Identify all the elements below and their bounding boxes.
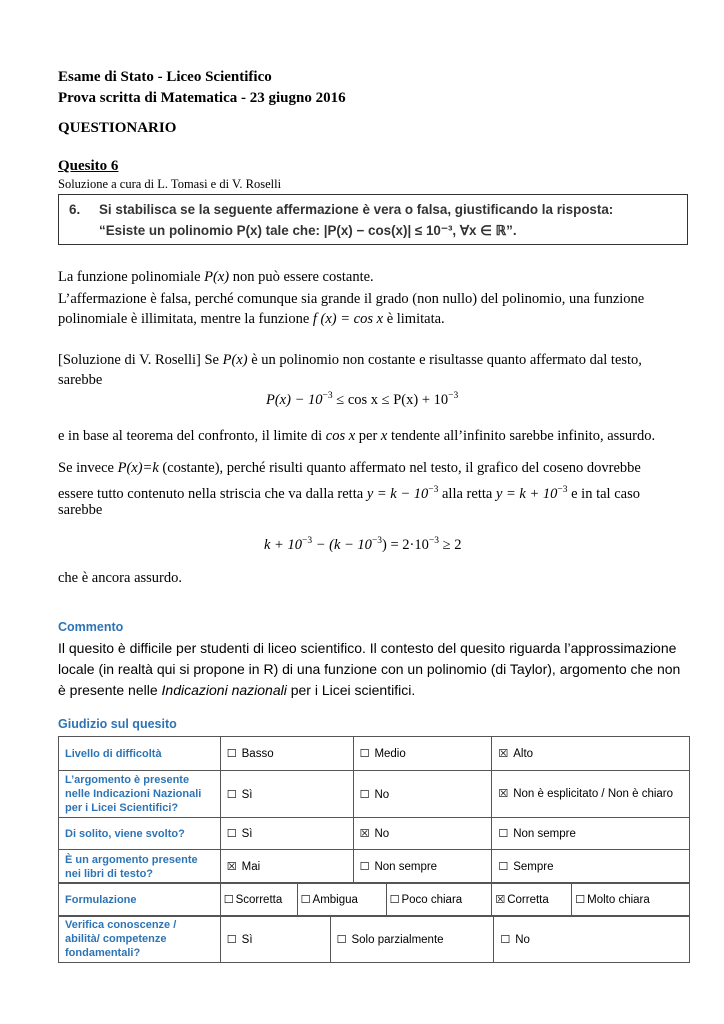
quesito-number: 6. [69, 202, 81, 217]
option-cell[interactable]: ☐ Sì [220, 771, 353, 818]
checkbox-icon[interactable]: ☐ [359, 860, 370, 873]
table-row [59, 850, 690, 884]
row-label: Formulazione [59, 883, 221, 917]
checkbox-icon[interactable]: ☐ [498, 827, 509, 840]
table-row [59, 737, 690, 771]
option-cell[interactable]: ☐ Poco chiara [386, 883, 492, 917]
table-row [59, 771, 690, 818]
option-cell[interactable]: ☐ Sì [220, 818, 353, 850]
quesito-text-line2: “Esiste un polinomio P(x) tale che: |P(x) − cos(x)| ≤ 10⁻³, ∀x ∈ ℝ”. [99, 223, 517, 238]
option-cell[interactable]: ☐ No [494, 916, 690, 963]
commento-line3: è presente nelle Indicazioni nazionali per i Licei scientifici. [58, 682, 416, 698]
paragraph-3-line2: sarebbe [58, 372, 103, 388]
commento-line2: locale (in realtà qui si propone in R) di una funzione con un polinomio (di Taylor), argomento che non [58, 661, 681, 677]
option-cell[interactable]: ☐ Basso [220, 737, 353, 771]
checkbox-icon[interactable]: ☐ [500, 932, 511, 946]
option-cell[interactable]: ☐ Medio [353, 737, 492, 771]
option-cell[interactable]: ☐ Sì [220, 916, 330, 963]
header-title: Esame di Stato - Liceo Scientifico [58, 69, 272, 85]
paragraph-3-line1: [Soluzione di V. Roselli] Se P(x) è un polinomio non costante e risultasse quanto affermato dal testo, [58, 352, 642, 368]
equation-1: $P(x) - 10^{-3} \le \cos x \le P(x) + 10^{-3}$ [266, 391, 459, 408]
option-cell[interactable]: ☐ Solo parzialmente [330, 916, 494, 963]
checkbox-icon[interactable]: ☐ [359, 787, 370, 801]
header-subtitle: Prova scritta di Matematica - 23 giugno 2016 [58, 90, 346, 106]
checkbox-icon[interactable]: ☐ [223, 893, 234, 906]
giudizio-table [58, 736, 690, 884]
table-row [59, 916, 690, 963]
paragraph-5-line2: essere tutto contenuto nella striscia che va dalla retta $y = k - 10^{-3}$ alla retta $y = k + 10^{-3}$ e in tal caso [58, 485, 640, 502]
giudizio-title: Giudizio sul quesito [58, 717, 177, 731]
paragraph-5-line1: Se invece P(x)=k (costante), perché risulti quanto affermato nel testo, il grafico del coseno dovrebbe [58, 460, 641, 476]
checkbox-checked-icon[interactable]: ☒ [498, 787, 509, 800]
quesito-credit: Soluzione a cura di L. Tomasi e di V. Roselli [58, 177, 282, 191]
row-label: Verifica conoscenze / abilità/ competenze fondamentali? [59, 916, 221, 963]
checkbox-icon[interactable]: ☐ [226, 747, 237, 760]
row-label: È un argomento presente nei libri di testo? [59, 850, 221, 884]
quesito-box [58, 194, 688, 245]
option-cell[interactable]: ☒ Mai [220, 850, 353, 884]
paragraph-1: La funzione polinomiale P(x) non può essere costante. [58, 269, 374, 285]
option-cell[interactable]: ☐ Sempre [492, 850, 690, 884]
paragraph-4: e in base al teorema del confronto, il limite di cos x per x tendente all’infinito sarebbe infinito, assurdo. [58, 428, 656, 444]
checkbox-checked-icon[interactable]: ☒ [495, 893, 506, 906]
equation-2: $k + 10^{-3} - (k - 10^{-3}) = 2\cdot 10^{-3} \ge 2$ [264, 536, 462, 553]
row-label: Di solito, viene svolto? [59, 818, 221, 850]
commento-line1: Il quesito è difficile per studenti di liceo scientifico. Il contesto del quesito riguarda l’approssimazione [58, 640, 677, 656]
table-row [59, 818, 690, 850]
option-cell[interactable]: ☐ Molto chiara [572, 883, 690, 917]
section-title: QUESTIONARIO [58, 120, 177, 136]
table-row [59, 883, 690, 917]
option-cell[interactable]: ☐ Non sempre [353, 850, 492, 884]
quesito-title: Quesito 6 [58, 158, 119, 174]
paragraph-6: che è ancora assurdo. [58, 570, 182, 586]
paragraph-2-line2: polinomiale è illimitata, mentre la funzione f (x) = cos x è limitata. [58, 311, 445, 327]
option-cell[interactable]: ☒ Non è esplicitato / Non è chiaro [492, 771, 690, 818]
paragraph-5-line3: sarebbe [58, 502, 103, 518]
option-cell[interactable]: ☐ No [353, 771, 492, 818]
checkbox-icon[interactable]: ☐ [226, 932, 237, 946]
option-cell[interactable]: ☒ Corretta [492, 883, 572, 917]
checkbox-icon[interactable]: ☐ [498, 860, 509, 873]
checkbox-icon[interactable]: ☐ [226, 787, 237, 801]
option-cell[interactable]: ☒ No [353, 818, 492, 850]
checkbox-icon[interactable]: ☐ [359, 747, 370, 760]
checkbox-icon[interactable]: ☐ [336, 932, 347, 946]
option-cell[interactable]: ☐ Ambigua [297, 883, 386, 917]
checkbox-icon[interactable]: ☐ [575, 892, 586, 906]
verifica-table [58, 915, 690, 963]
quesito-text-line1: Si stabilisca se la seguente affermazione è vera o falsa, giustificando la risposta: [99, 202, 614, 217]
option-cell[interactable]: ☐ Non sempre [492, 818, 690, 850]
row-label: Livello di difficoltà [59, 737, 221, 771]
row-label: L’argomento è presente nelle Indicazioni Nazionali per i Licei Scientifici? [59, 771, 221, 818]
checkbox-icon[interactable]: ☐ [300, 893, 311, 906]
checkbox-checked-icon[interactable]: ☒ [498, 747, 509, 760]
commento-title: Commento [58, 620, 124, 634]
commento-body [58, 638, 680, 701]
formulazione-table [58, 882, 690, 917]
option-cell[interactable]: ☐ Scorretta [220, 883, 297, 917]
checkbox-icon[interactable]: ☐ [389, 893, 400, 906]
checkbox-checked-icon[interactable]: ☒ [226, 860, 237, 873]
paragraph-2-line1: L’affermazione è falsa, perché comunque sia grande il grado (non nullo) del polinomio, una funzione [58, 291, 645, 307]
checkbox-icon[interactable]: ☐ [226, 827, 237, 840]
option-cell[interactable]: ☒ Alto [492, 737, 690, 771]
checkbox-checked-icon[interactable]: ☒ [359, 827, 370, 840]
